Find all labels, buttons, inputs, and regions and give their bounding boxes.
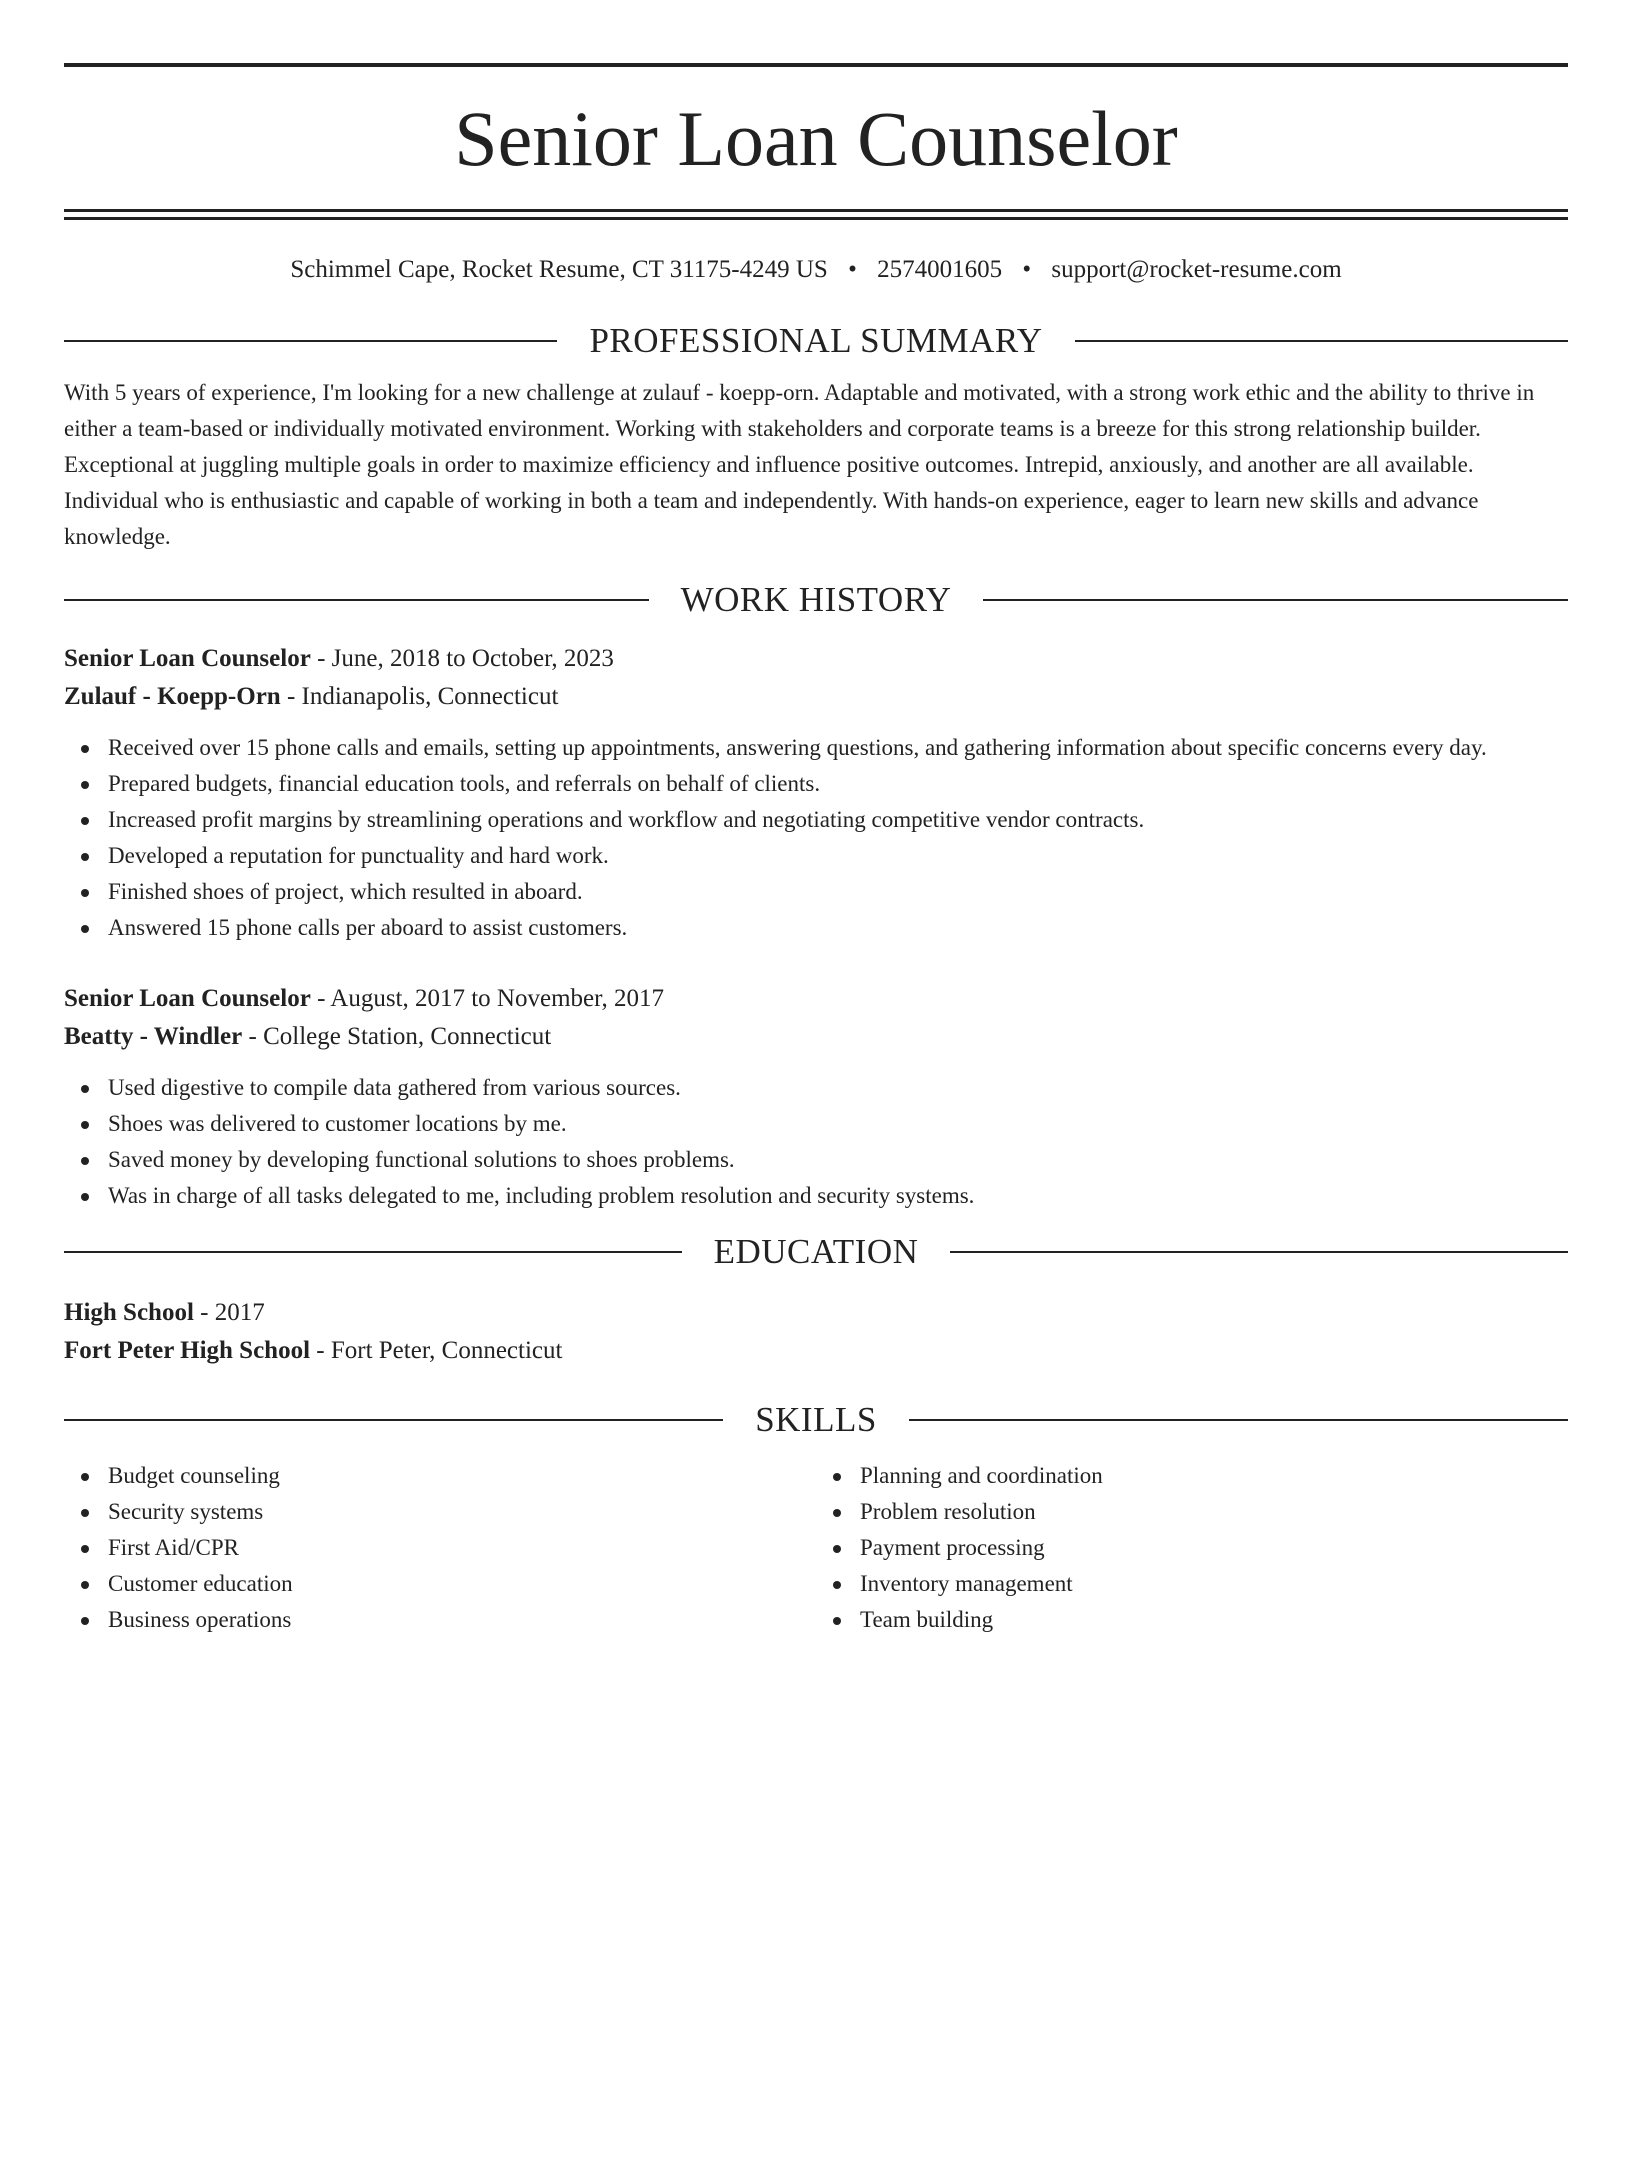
- skill-item: Problem resolution: [816, 1494, 1568, 1530]
- heading-rule-right: [983, 599, 1568, 601]
- job-dates: - June, 2018 to October, 2023: [310, 645, 614, 672]
- job-bullet: Saved money by developing functional solutions to shoes problems.: [64, 1142, 1568, 1178]
- job-entry: [64, 640, 1568, 946]
- job-dates: - August, 2017 to November, 2017: [310, 985, 664, 1012]
- contact-line: [64, 255, 1568, 285]
- job-bullet: Answered 15 phone calls per aboard to assist customers.: [64, 910, 1568, 946]
- skills-grid: [64, 1458, 1568, 1638]
- heading-rule-left: [64, 1251, 682, 1253]
- job-company-line: [64, 678, 1568, 716]
- heading-rule-right: [1075, 340, 1568, 342]
- job-location: - Indianapolis, Connecticut: [280, 683, 559, 710]
- work-history-heading: [64, 578, 1568, 622]
- contact-address: Schimmel Cape, Rocket Resume, CT 31175-4249 US: [290, 256, 828, 283]
- job-bullet: Was in charge of all tasks delegated to me, including problem resolution and security systems.: [64, 1178, 1568, 1214]
- summary-text: With 5 years of experience, I'm looking for a new challenge at zulauf - koepp-orn. Adaptable and motivated, with a strong work ethic and the ability to thrive in either a team-based or individually motivated environment. Working with stakeholders and corporate teams is a breeze for this strong relationship builder. Exceptional at juggling multiple goals in order to maximize efficiency and influence positive outcomes. Intrepid, anxiously, and another are all available. Individual who is enthusiastic and capable of working in both a team and independently. With hands-on experience, eager to learn new skills and advance knowledge.: [64, 380, 1535, 549]
- job-bullet: Shoes was delivered to customer locations by me.: [64, 1106, 1568, 1142]
- skill-item: Team building: [816, 1602, 1568, 1638]
- job-bullet: Developed a reputation for punctuality and hard work.: [64, 838, 1568, 874]
- skill-item: Customer education: [64, 1566, 816, 1602]
- job-title-line: [64, 980, 1568, 1018]
- skill-item: First Aid/CPR: [64, 1530, 816, 1566]
- education-location: - Fort Peter, Connecticut: [310, 1337, 563, 1364]
- education-school-line: [64, 1332, 1568, 1370]
- work-history-heading-text: WORK HISTORY: [680, 580, 952, 619]
- job-bullets: [64, 1070, 1568, 1214]
- education-school: Fort Peter High School: [64, 1337, 311, 1364]
- education-degree-line: [64, 1294, 1568, 1332]
- job-company: Zulauf - Koepp-Orn: [64, 683, 281, 710]
- skills-heading: [64, 1398, 1568, 1442]
- job-company: Beatty - Windler: [64, 1023, 243, 1050]
- heading-rule-right: [950, 1251, 1568, 1253]
- education-heading: [64, 1230, 1568, 1274]
- education-entry: [64, 1294, 1568, 1370]
- skills-column-right: [816, 1458, 1568, 1638]
- job-bullet: Finished shoes of project, which resulted in aboard.: [64, 874, 1568, 910]
- job-title: Senior Loan Counselor: [64, 985, 311, 1012]
- job-title-line: [64, 640, 1568, 678]
- summary-heading-text: PROFESSIONAL SUMMARY: [589, 321, 1043, 360]
- contact-phone: 2574001605: [877, 256, 1003, 283]
- heading-rule-left: [64, 340, 557, 342]
- contact-email: support@rocket-resume.com: [1051, 256, 1342, 283]
- heading-rule-left: [64, 599, 649, 601]
- heading-rule-left: [64, 1419, 723, 1421]
- job-bullet: Prepared budgets, financial education tools, and referrals on behalf of clients.: [64, 766, 1568, 802]
- job-entry: [64, 980, 1568, 1214]
- candidate-name: Senior Loan Counselor: [454, 95, 1178, 182]
- heading-rule-right: [909, 1419, 1568, 1421]
- job-bullet: Increased profit margins by streamlining operations and workflow and negotiating competitive vendor contracts.: [64, 802, 1568, 838]
- skill-item: Budget counseling: [64, 1458, 816, 1494]
- job-company-line: [64, 1018, 1568, 1056]
- skill-item: Payment processing: [816, 1530, 1568, 1566]
- skill-item: Planning and coordination: [816, 1458, 1568, 1494]
- job-title: Senior Loan Counselor: [64, 645, 311, 672]
- resume-page: [0, 63, 1632, 2175]
- education-degree: High School: [64, 1299, 194, 1326]
- education-year: - 2017: [193, 1299, 265, 1326]
- education-heading-text: EDUCATION: [713, 1232, 919, 1271]
- job-bullet: Received over 15 phone calls and emails, setting up appointments, answering questions, and gathering information about specific concerns every day.: [64, 730, 1568, 766]
- contact-separator: •: [1022, 256, 1032, 283]
- skills-column-left: [64, 1458, 816, 1638]
- skill-item: Business operations: [64, 1602, 816, 1638]
- contact-separator: •: [848, 256, 857, 283]
- job-bullet: Used digestive to compile data gathered from various sources.: [64, 1070, 1568, 1106]
- skill-item: Security systems: [64, 1494, 816, 1530]
- skills-heading-text: SKILLS: [755, 1400, 877, 1439]
- skill-item: Inventory management: [816, 1566, 1568, 1602]
- header-double-rule: [64, 209, 1568, 220]
- job-location: - College Station, Connecticut: [242, 1023, 552, 1050]
- job-bullets: [64, 730, 1568, 946]
- top-rule: [64, 63, 1568, 67]
- summary-heading: [64, 319, 1568, 363]
